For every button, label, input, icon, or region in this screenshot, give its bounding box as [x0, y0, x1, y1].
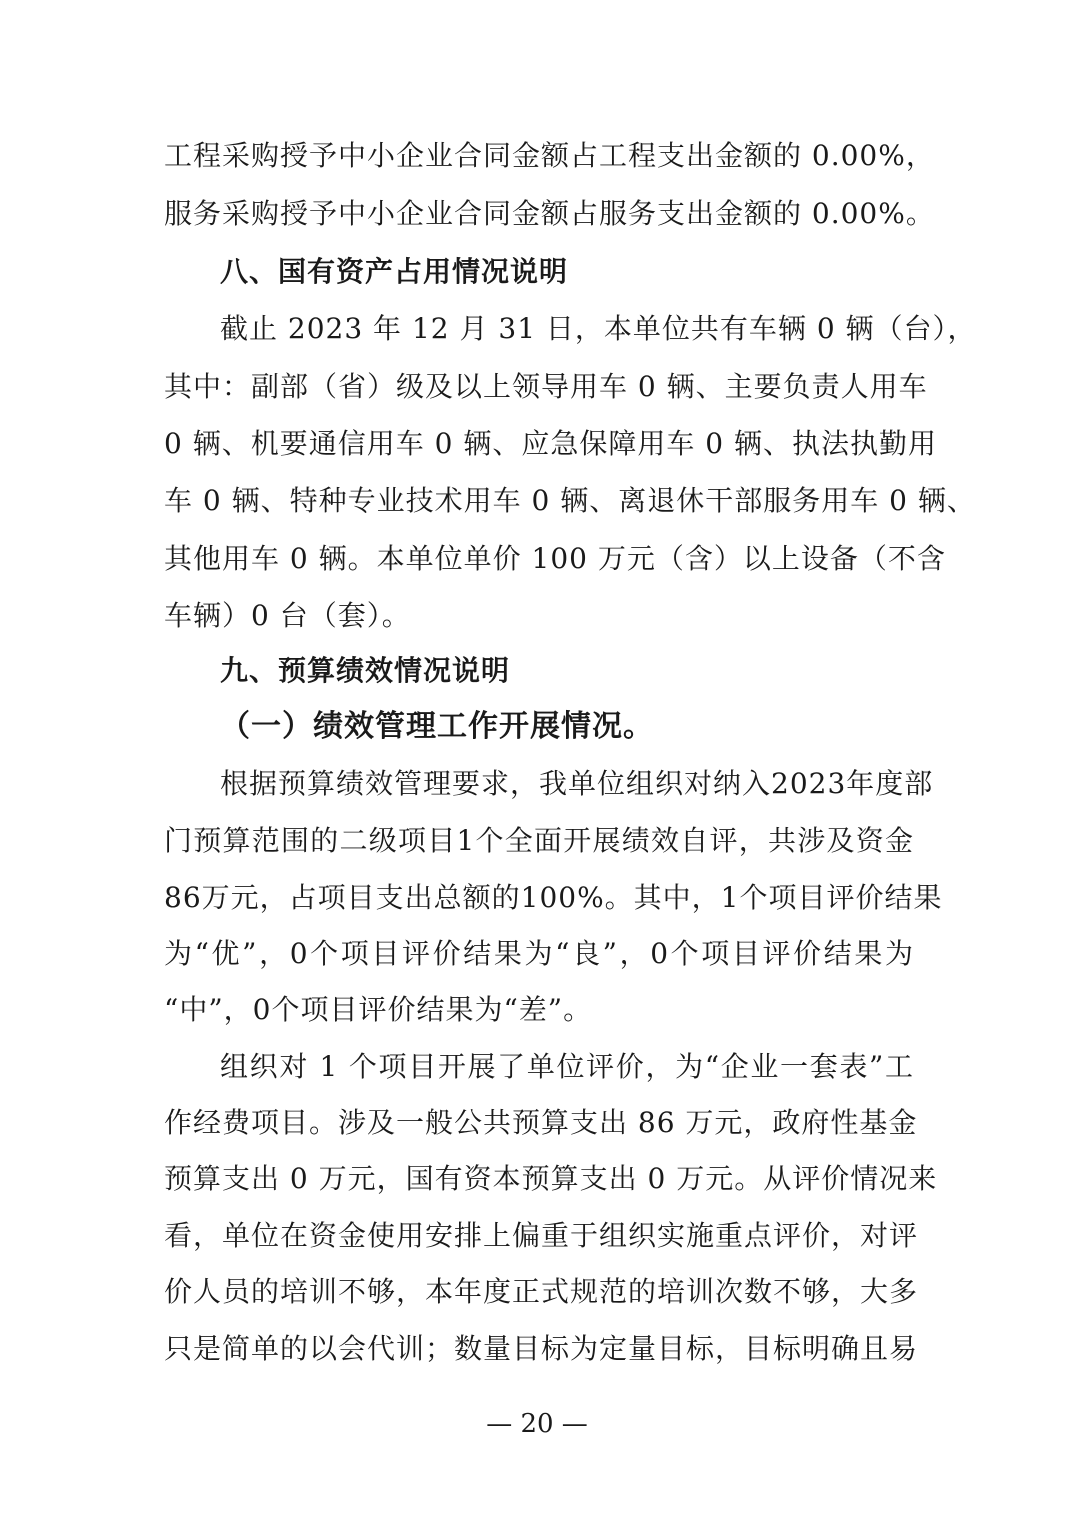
body-line: 截止 2023 年 12 月 31 日，本单位共有车辆 0 辆（台），	[220, 312, 977, 345]
body-line: 车 0 辆、特种专业技术用车 0 辆、离退休干部服务用车 0 辆、	[164, 484, 976, 517]
body-line: 服务采购授予中小企业合同金额占服务支出金额的 0.00%。	[164, 197, 935, 230]
page-number: — 20 —	[486, 1409, 588, 1439]
body-line: 其中：副部（省）级及以上领导用车 0 辆、主要负责人用车	[164, 370, 928, 403]
body-line: 组织对 1 个项目开展了单位评价，为“企业一套表”工	[220, 1050, 914, 1083]
body-line: “中”，0个项目评价结果为“差”。	[164, 993, 593, 1026]
body-line: 其他用车 0 辆。本单位单价 100 万元（含）以上设备（不含	[164, 542, 946, 575]
body-line: 0 辆、机要通信用车 0 辆、应急保障用车 0 辆、执法执勤用	[164, 427, 937, 460]
body-line: 作经费项目。涉及一般公共预算支出 86 万元，政府性基金	[164, 1106, 918, 1139]
body-line: 门预算范围的二级项目1个全面开展绩效自评，共涉及资金	[164, 824, 914, 857]
body-line: 车辆）0 台（套）。	[164, 599, 411, 632]
body-line: 预算支出 0 万元，国有资本预算支出 0 万元。从评价情况来	[164, 1162, 938, 1195]
body-line: 根据预算绩效管理要求，我单位组织对纳入2023年度部	[220, 767, 934, 800]
subsection-heading-1: （一）绩效管理工作开展情况。	[220, 709, 654, 744]
body-line: 看，单位在资金使用安排上偏重于组织实施重点评价，对评	[164, 1219, 919, 1252]
section-heading-8: 八、国有资产占用情况说明	[220, 255, 569, 288]
body-line: 工程采购授予中小企业合同金额占工程支出金额的 0.00%，	[164, 139, 935, 172]
body-line: 价人员的培训不够，本年度正式规范的培训次数不够，大多	[164, 1275, 919, 1308]
section-heading-9: 九、预算绩效情况说明	[220, 654, 511, 687]
body-line: 为“优”，0个项目评价结果为“良”，0个项目评价结果为	[164, 937, 914, 970]
body-line: 86万元，占项目支出总额的100%。其中，1个项目评价结果	[164, 881, 943, 914]
body-line: 只是简单的以会代训；数量目标为定量目标，目标明确且易	[164, 1332, 919, 1365]
